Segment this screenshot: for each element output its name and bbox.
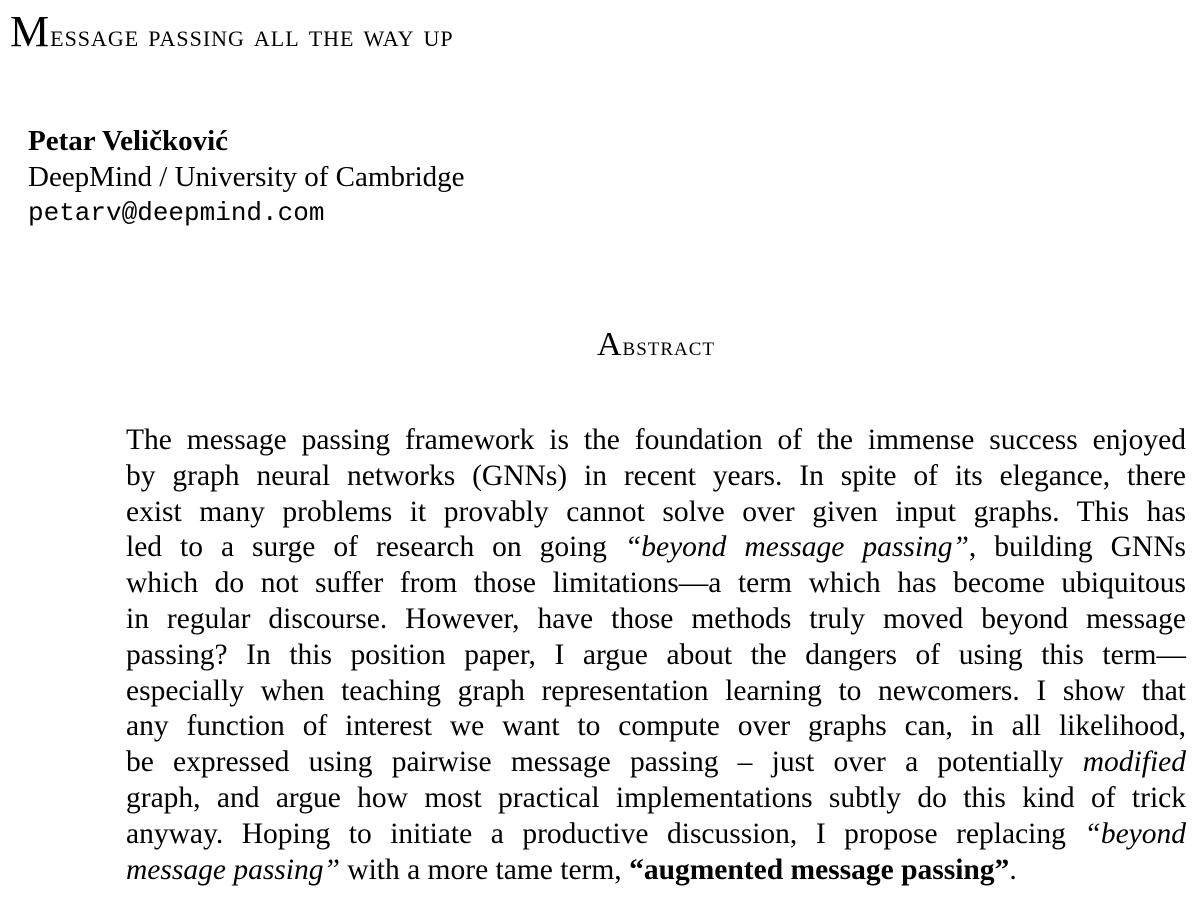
- abstract-heading-initial: A: [596, 326, 623, 363]
- author-email: petarv@deepmind.com: [28, 198, 325, 228]
- abstract-text: with a more tame term,: [339, 853, 630, 886]
- abstract-text: led to a surge of research on going: [126, 531, 625, 564]
- abstract-heading: [0, 326, 1200, 364]
- abstract-line: [126, 745, 1186, 781]
- author-block: [28, 123, 465, 230]
- abstract-text: be expressed using pairwise message passing – just over a potentially: [126, 746, 1083, 779]
- abstract-line: passing? In this position paper, I argue about the dangers of using this term—: [126, 638, 1186, 671]
- abstract-heading-rest: bstract: [622, 331, 716, 361]
- abstract-line: any function of interest we want to compute over graphs can, in all likelihood,: [126, 710, 1186, 743]
- abstract-line: [126, 817, 1186, 853]
- abstract-line: which do not suffer from those limitations—a term which has become ubiquitous: [126, 567, 1186, 600]
- author-name: Petar Veličković: [28, 125, 229, 157]
- abstract-line: [126, 530, 1186, 566]
- abstract-line: especially when teaching graph representation learning to newcomers. I show that: [126, 674, 1186, 707]
- abstract-line: in regular discourse. However, have those methods truly moved beyond message: [126, 602, 1186, 635]
- beyond-message-passing-quote: “beyond message passing”: [624, 531, 969, 564]
- abstract-line: graph, and argue how most practical implementations subtly do this kind of trick: [126, 781, 1186, 814]
- abstract-text: .: [1009, 853, 1017, 886]
- paper-title: [10, 6, 454, 59]
- abstract-line: exist many problems it provably cannot solve over given input graphs. This has: [126, 495, 1186, 528]
- beyond-quote-end: message passing”: [126, 853, 340, 886]
- abstract-line: by graph neural networks (GNNs) in recent years. In spite of its elegance, there: [126, 459, 1186, 492]
- paper-title-initial: M: [10, 7, 51, 56]
- abstract-line: [126, 853, 1186, 889]
- abstract-line: The message passing framework is the foundation of the immense success enjoyed: [126, 424, 1186, 456]
- abstract-text: anyway. Hoping to initiate a productive discussion, I propose replacing: [126, 817, 1066, 850]
- augmented-message-passing-term: “augmented message passing”: [629, 853, 1010, 886]
- abstract-body: [126, 423, 1186, 888]
- beyond-quote-start: “beyond: [1084, 817, 1186, 850]
- modified-emphasis: modified: [1082, 746, 1186, 779]
- paper-title-rest: essage passing all the way up: [50, 17, 454, 53]
- author-affiliation: DeepMind / University of Cambridge: [28, 161, 465, 193]
- abstract-text: , building GNNs: [968, 531, 1186, 564]
